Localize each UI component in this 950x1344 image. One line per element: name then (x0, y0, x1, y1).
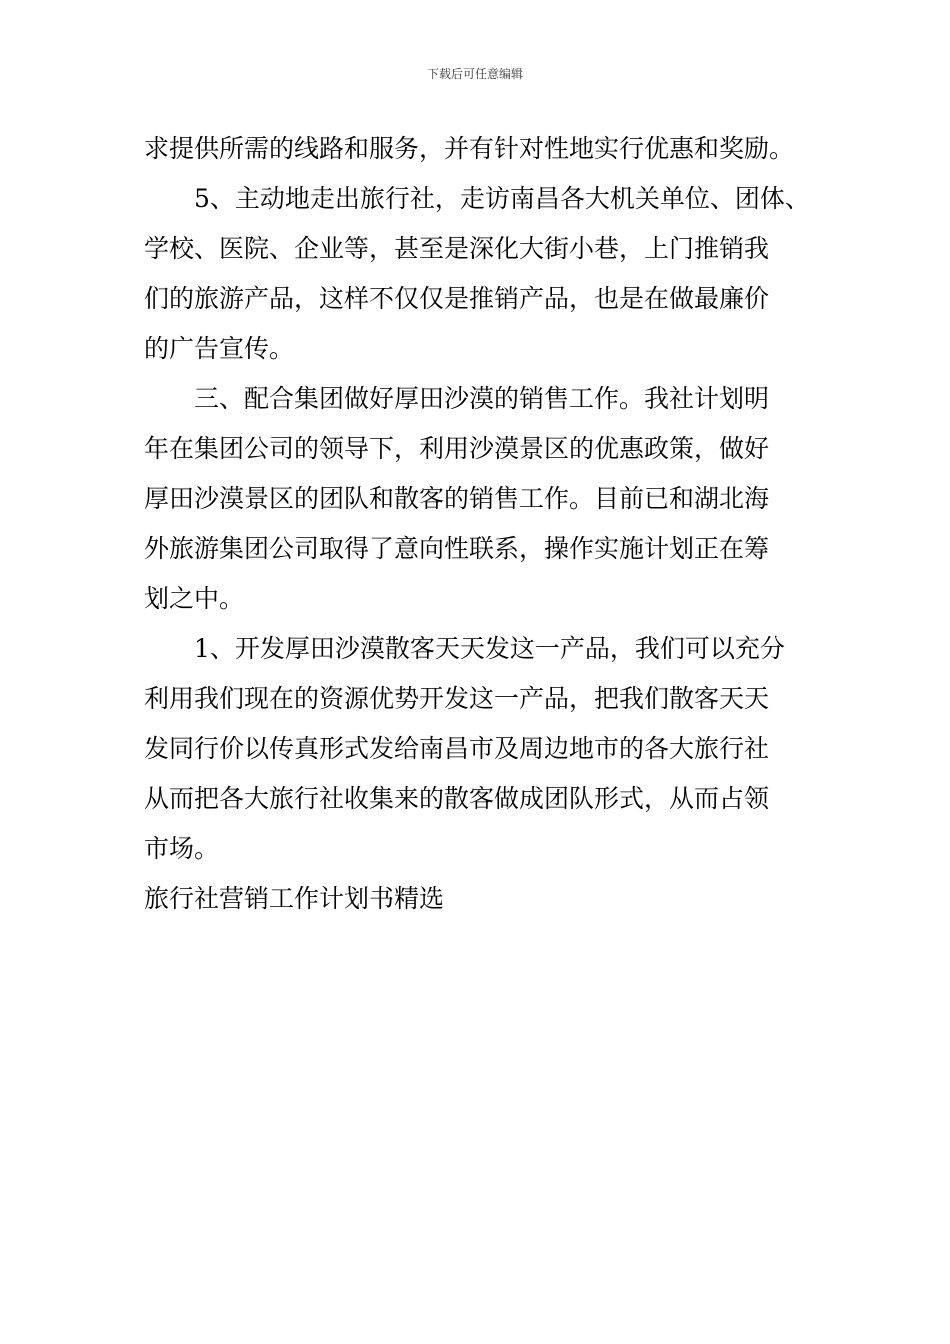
text-line: 市场。 (144, 834, 220, 863)
text-line: 发同行价以传真形式发给南昌市及周边地市的各大旅行社 (144, 734, 770, 763)
document-footer-title: 旅行社营销工作计划书精选 (144, 884, 445, 913)
text-line: 们的旅游产品，这样不仅仅是推销产品，也是在做最廉价 (144, 284, 770, 313)
document-body (144, 124, 834, 924)
text-line: 1、开发厚田沙漠散客天天发这一产品，我们可以充分 (194, 634, 785, 663)
text-line: 从而把各大旅行社收集来的散客做成团队形式，从而占领 (144, 784, 770, 813)
text-line: 求提供所需的线路和服务，并有针对性地实行优惠和奖励。 (144, 134, 795, 163)
text-line: 划之中。 (144, 584, 245, 613)
text-line: 5、主动地走出旅行社，走访南昌各大机关单位、团体、 (194, 184, 810, 213)
text-line: 厚田沙漠景区的团队和散客的销售工作。目前已和湖北海 (144, 484, 770, 513)
text-line: 外旅游集团公司取得了意向性联系，操作实施计划正在筹 (144, 534, 770, 563)
text-line: 的广告宣传。 (144, 334, 295, 363)
text-line: 三、配合集团做好厚田沙漠的销售工作。我社计划明 (194, 384, 770, 413)
text-line: 利用我们现在的资源优势开发这一产品，把我们散客天天 (144, 684, 770, 713)
page-header-note: 下载后可任意编辑 (426, 67, 523, 81)
text-line: 年在集团公司的领导下，利用沙漠景区的优惠政策，做好 (144, 434, 770, 463)
text-line: 学校、医院、企业等，甚至是深化大街小巷，上门推销我 (144, 234, 770, 263)
